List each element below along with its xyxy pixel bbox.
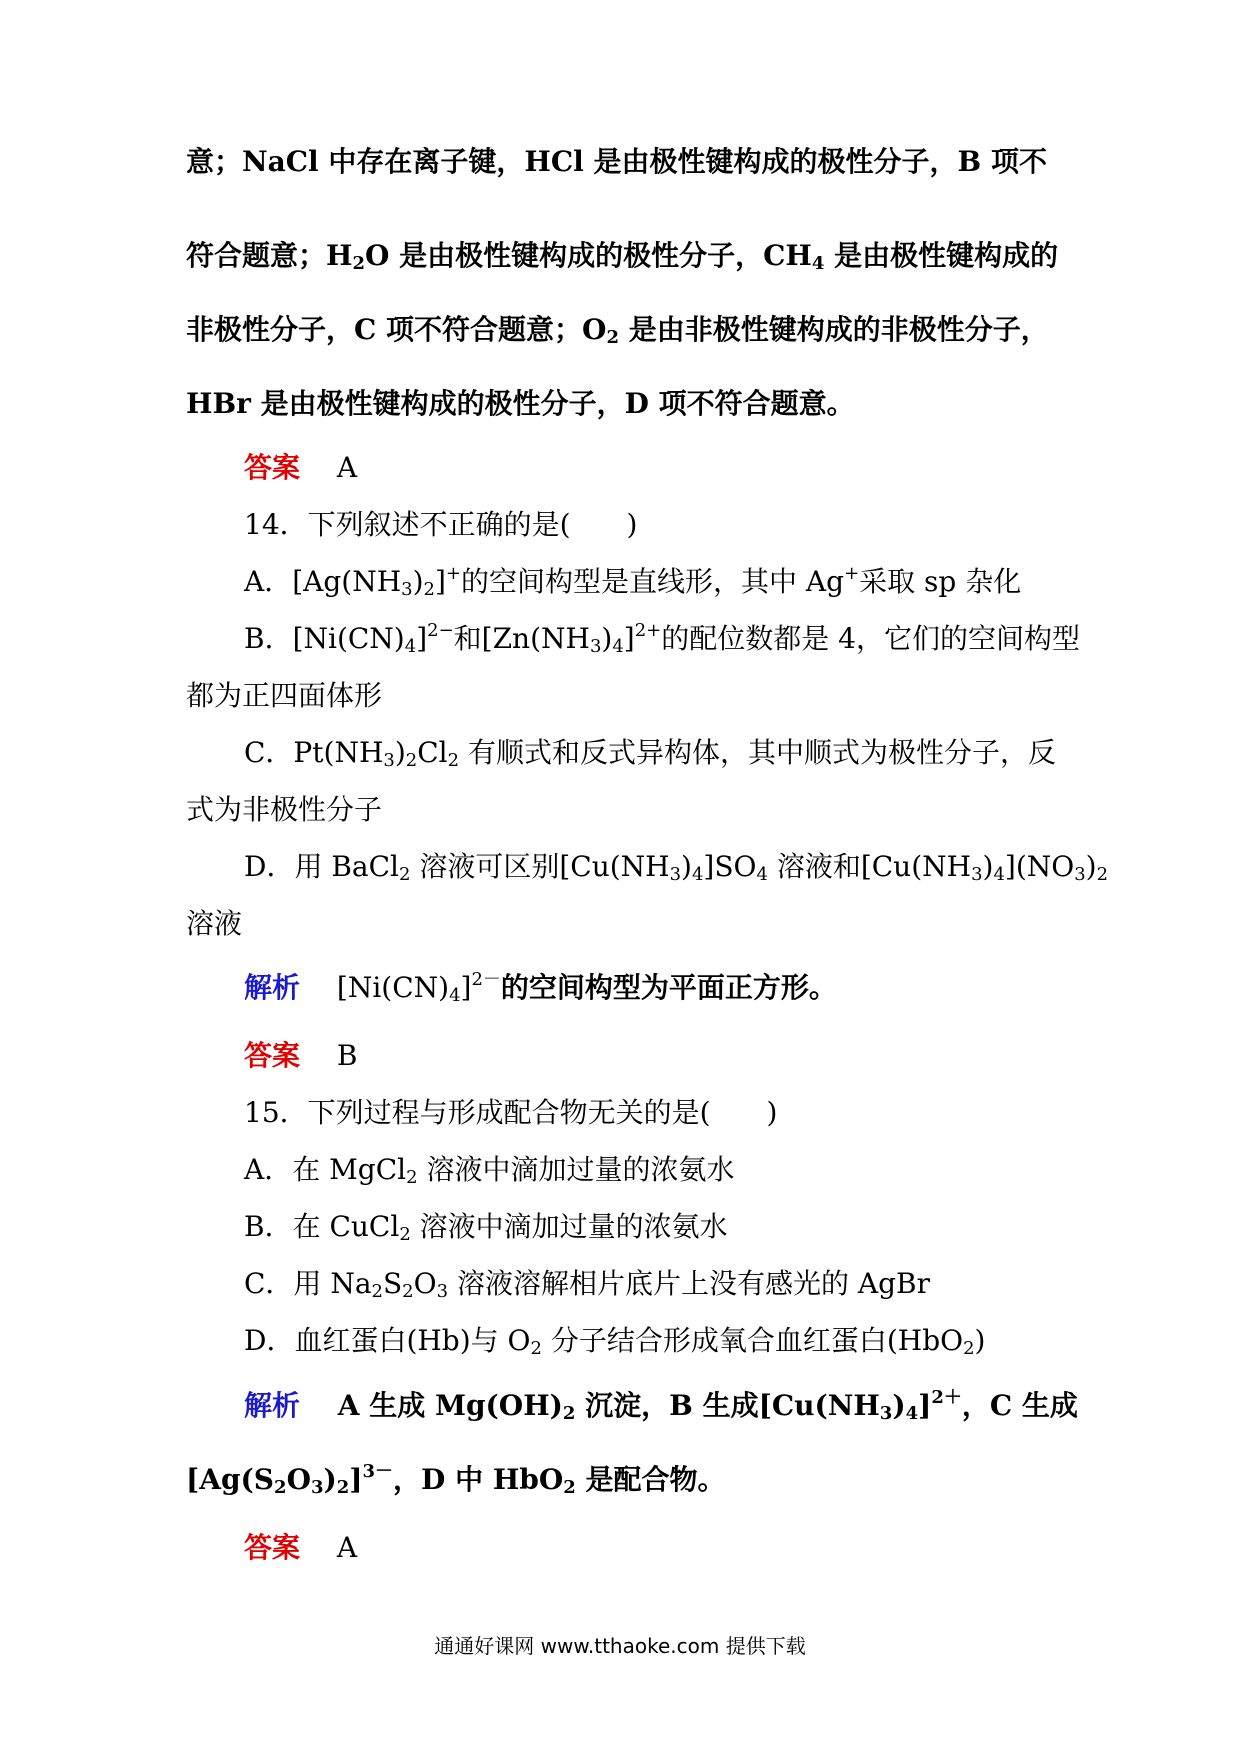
text: ] xyxy=(918,1389,932,1422)
option-a xyxy=(244,1150,734,1190)
text: 沉淀，B 生成[Cu(NH xyxy=(575,1389,880,1422)
text: 14．下列叙述不正确的是( ) xyxy=(244,508,638,541)
text: 有顺式和反式异构体，其中顺式为极性分子，反 xyxy=(459,736,1056,769)
subscript: 4 xyxy=(612,636,624,657)
subscript: 2 xyxy=(352,253,365,274)
subscript: 3 xyxy=(1074,864,1086,885)
option-b xyxy=(244,1207,728,1247)
subscript: 2 xyxy=(447,750,460,771)
subscript: 4 xyxy=(993,864,1005,885)
text: ) xyxy=(681,850,692,883)
option-a xyxy=(244,562,1021,602)
subscript: 3 xyxy=(310,1477,324,1498)
text: D．用 BaCl xyxy=(244,850,399,883)
text: 式为非极性分子 xyxy=(186,793,383,826)
text: A．[Ag(NH xyxy=(244,565,402,598)
subscript: 4 xyxy=(691,864,704,885)
text: ] xyxy=(434,565,446,598)
answer-line xyxy=(244,1528,357,1568)
text: ，D 中 HbO xyxy=(393,1463,564,1496)
answer-label: 答案 xyxy=(244,1039,301,1072)
subscript: 2 xyxy=(371,1281,383,1302)
analysis-line xyxy=(186,236,1058,276)
text: ) xyxy=(982,850,994,883)
subscript: 2 xyxy=(399,1224,411,1245)
text: 的空间构型为平面正方形。 xyxy=(500,971,837,1004)
answer-label: 答案 xyxy=(244,1531,301,1564)
text: O xyxy=(413,1267,437,1300)
subscript: 3 xyxy=(971,864,983,885)
answer-value: B xyxy=(336,1039,358,1072)
subscript: 2 xyxy=(963,1338,975,1359)
analysis-line xyxy=(186,142,1047,182)
superscript: 3－ xyxy=(362,1461,394,1482)
subscript: 2 xyxy=(402,1281,414,1302)
text: 是配合物。 xyxy=(575,1463,726,1496)
text: ) xyxy=(892,1389,906,1422)
text: 溶液 xyxy=(186,907,243,940)
text: S xyxy=(382,1267,403,1300)
analysis-line xyxy=(186,384,855,424)
subscript: 4 xyxy=(449,985,461,1006)
text: C．Pt(NH xyxy=(244,736,384,769)
subscript: 2 xyxy=(562,1403,576,1424)
analysis-label: 解析 xyxy=(244,971,301,1004)
analysis-label: 解析 xyxy=(244,1389,301,1422)
text: ) xyxy=(394,736,406,769)
footer-text: 通通好课网 www.tthaoke.com 提供下载 xyxy=(434,1634,806,1658)
subscript: 2 xyxy=(1096,864,1109,885)
text: ] xyxy=(416,622,428,655)
text: HBr 是由极性键构成的极性分子，D 项不符合题意。 xyxy=(186,387,855,420)
text: C．用 Na xyxy=(244,1267,372,1300)
text: Cl xyxy=(417,736,448,769)
subscript: 4 xyxy=(404,636,417,657)
subscript: 2 xyxy=(423,579,435,600)
text: 都为正四面体形 xyxy=(186,679,383,712)
text: 采取 sp 杂化 xyxy=(859,565,1022,598)
subscript: 2 xyxy=(274,1477,287,1498)
text: O 是由极性键构成的极性分子，CH xyxy=(365,239,812,272)
analysis-line xyxy=(244,1386,1078,1426)
subscript: 2 xyxy=(399,864,411,885)
subscript: 2 xyxy=(406,1167,418,1188)
superscript: 2＋ xyxy=(931,1387,962,1408)
text: O xyxy=(286,1463,311,1496)
answer-line xyxy=(244,1036,358,1076)
text: ) xyxy=(323,1463,337,1496)
analysis-line xyxy=(186,1460,726,1500)
text: 分子结合形成氧合血红蛋白(HbO xyxy=(541,1324,964,1357)
question-stem xyxy=(244,1093,777,1133)
text: ，C 生成 xyxy=(961,1389,1078,1422)
answer-value: A xyxy=(336,451,358,484)
question-stem xyxy=(244,505,637,545)
text: B．[Ni(CN) xyxy=(244,622,405,655)
option-b-cont xyxy=(186,676,382,716)
text: [Ni(CN) xyxy=(336,971,450,1004)
text: 的空间构型是直线形，其中 Ag xyxy=(461,565,845,598)
subscript: 3 xyxy=(879,1403,893,1424)
text: A 生成 Mg(OH) xyxy=(337,1389,563,1422)
text: ) xyxy=(601,622,613,655)
text: 溶液中滴加过量的浓氨水 xyxy=(417,1153,735,1186)
option-d-cont xyxy=(186,904,242,944)
superscript: 2+ xyxy=(634,620,662,641)
superscript: 2− xyxy=(427,620,454,641)
superscript: + xyxy=(844,563,860,584)
subscript: 2 xyxy=(405,750,418,771)
subscript: 4 xyxy=(905,1403,919,1424)
subscript: 2 xyxy=(563,1477,576,1498)
subscript: 3 xyxy=(669,864,682,885)
answer-label: 答案 xyxy=(244,451,301,484)
text: 意；NaCl 中存在离子键，HCl 是由极性键构成的极性分子，B 项不 xyxy=(186,145,1047,178)
subscript: 2 xyxy=(530,1338,542,1359)
subscript: 3 xyxy=(401,579,413,600)
answer-value: A xyxy=(336,1531,358,1564)
text: 15．下列过程与形成配合物无关的是( ) xyxy=(244,1096,778,1129)
option-c-cont xyxy=(186,790,382,830)
text: 溶液溶解相片底片上没有感光的 AgBr xyxy=(448,1267,930,1300)
text: B．在 CuCl xyxy=(244,1210,400,1243)
option-c xyxy=(244,1264,930,1304)
option-c xyxy=(244,733,1056,773)
text: 是由极性键构成的 xyxy=(824,239,1059,272)
superscript: + xyxy=(445,563,462,584)
text: ]SO xyxy=(703,850,757,883)
text: 的配位数都是 4，它们的空间构型 xyxy=(661,622,1080,655)
text: ] xyxy=(349,1463,363,1496)
text: ) xyxy=(412,565,424,598)
page-footer xyxy=(0,1632,1240,1660)
subscript: 2 xyxy=(336,1477,350,1498)
text: ] xyxy=(623,622,635,655)
analysis-line xyxy=(244,968,837,1008)
text: A．在 MgCl xyxy=(244,1153,407,1186)
superscript: 2－ xyxy=(471,969,501,990)
text: 溶液和[Cu(NH xyxy=(767,850,972,883)
answer-line xyxy=(244,448,357,488)
text: 溶液可区别[Cu(NH xyxy=(410,850,670,883)
option-d xyxy=(244,847,1108,887)
text: ] xyxy=(460,971,472,1004)
subscript: 4 xyxy=(756,864,768,885)
text: D．血红蛋白(Hb)与 O xyxy=(244,1324,531,1357)
text: 非极性分子，C 项不符合题意；O xyxy=(186,313,607,346)
subscript: 2 xyxy=(606,327,619,348)
text: ) xyxy=(1085,850,1097,883)
text: ](NO xyxy=(1004,850,1075,883)
subscript: 3 xyxy=(589,636,602,657)
subscript: 3 xyxy=(436,1281,449,1302)
text: [Ag(S xyxy=(186,1463,275,1496)
subscript: 4 xyxy=(811,253,825,274)
option-b xyxy=(244,619,1080,659)
text: 符合题意；H xyxy=(186,239,353,272)
analysis-line xyxy=(186,310,1049,350)
text: 溶液中滴加过量的浓氨水 xyxy=(410,1210,728,1243)
text: 是由非极性键构成的非极性分子， xyxy=(618,313,1049,346)
option-d xyxy=(244,1321,985,1361)
text: 和[Zn(NH xyxy=(453,622,590,655)
text: ) xyxy=(974,1324,986,1357)
subscript: 3 xyxy=(383,750,395,771)
